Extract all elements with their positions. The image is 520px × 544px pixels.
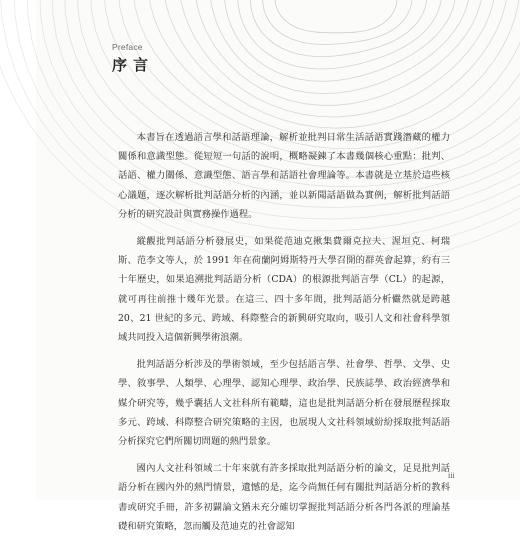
paragraph: 批判話語分析涉及的學術領域，至少包括語言學、社會學、哲學、文學、史學、敘事學、人類學、心理學、認知心理學、政治學、民族誌學、政治經濟學和媒介研究等，幾乎囊括人文社科所有範疇，這也是批判話語分析在發展歷程採取多元、跨域、科際整合研究策略的主因，也展現人文社科領域紛紛採取批判話語分析探究它們所關切問題的熱門景象。: [118, 355, 450, 451]
paragraph: 國內人文社科領域二十年來就有許多採取批判話語分析的論文，足見批判話語分析在國內外的熱門情景，遺憾的是，迄今尚無任何有關批判話語分析的教科書或研究手冊，許多初闢論文猶未充分確切掌握批判話語分析各門各派的理論基礎和研究策略，忽而觸及范迪克的社會認知: [118, 459, 450, 536]
page-title: 序言: [112, 54, 154, 75]
wave-line: [195, 0, 483, 105]
wave-line: [263, 0, 413, 44]
wave-line: [148, 0, 520, 139]
body-text: [118, 128, 450, 544]
wave-line: [238, 0, 442, 69]
wave-line: [224, 0, 456, 81]
wave-line: [275, 0, 397, 33]
page-number: iii: [448, 471, 455, 480]
paragraph: 本書旨在透過語言學和話語理論，解析並批判日常生活話語實踐潛藏的權力關係和意識型態。從短短一句話的說明，概略凝鍊了本書幾個核心重點：批判、話語、權力關係、意識型態、語言學和話語社會理論等。本書就是立基於這些核心議題，逐次解析批判話語分析的內涵，並以新聞話語做為實例，解析批判話語分析的研究設計與實務操作過程。: [118, 128, 450, 224]
paragraph: 縱觀批判話語分析發展史，如果從范迪克揪集費爾克拉夫、渥垣克、柯瑞斯、范李文等人，於 1991 年在荷蘭阿姆斯特丹大學召開的群英會起算，約有三十年歷史，如果追溯批判話語分析（CDA）的根源批判語言學（CL）的起源，就可再往前推十幾年光景。在這三、四十多年間，批判話語分析儼然就是跨越 20、21 世紀的多元、跨域、科際整合的新興研究取向，吸引人文和社會科學領域共同投入這個新興學術浪潮。: [118, 232, 450, 347]
section-label: Preface: [112, 42, 143, 52]
wave-line: [210, 0, 470, 94]
wave-line: [133, 0, 520, 149]
wave-line: [179, 0, 495, 117]
book-page: [36, 0, 520, 500]
